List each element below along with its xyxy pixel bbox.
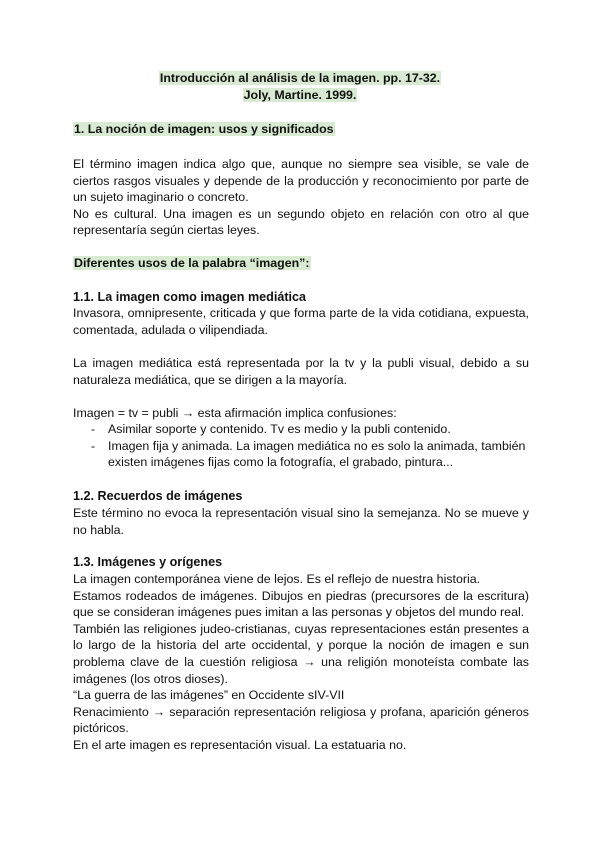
- section-1-3-heading: 1.3. Imágenes y orígenes: [73, 555, 223, 569]
- section-1-3-line-1: La imagen contemporánea viene de lejos. Es el reflejo de nuestra historia.: [73, 572, 481, 586]
- section-1-para-1: El término imagen indica algo que, aunque no siempre sea visible, se vale de ciertos rasgos visuales y depende de la producción y reconocimiento por parte de un sujeto imaginario o concreto.: [73, 157, 529, 205]
- section-1-1-heading: 1.1. La imagen como imagen mediática: [73, 290, 307, 304]
- title-line-1: Introducción al análisis de la imagen. pp. 17-32.: [159, 71, 441, 85]
- bullet-item: - Asimilar soporte y contenido. Tv es medio y la publi contenido.: [73, 421, 529, 438]
- section-1-3-body: [73, 571, 529, 754]
- document-title: [0, 70, 600, 87]
- document-author: [0, 87, 600, 104]
- usos-heading-text: Diferentes usos de la palabra “imagen”:: [74, 256, 310, 270]
- section-1-1-para-2: La imagen mediática está representada por la tv y la publi visual, debido a su naturaleza mediática, que se dirigen a la mayoría.: [73, 356, 529, 387]
- section-1-3-line-6: En el arte imagen es representación visual. La estatuaria no.: [73, 737, 407, 752]
- section-1-heading: [73, 121, 529, 138]
- section-1-para-2: No es cultural. Una imagen es un segundo objeto en relación con otro al que representaría según ciertas leyes.: [73, 206, 529, 238]
- usos-heading: [73, 255, 529, 272]
- bullet-item: - Imagen fija y animada. La imagen mediática no es solo la animada, también existen imágenes fijas como la fotografía, el grabado, pintura...: [73, 438, 529, 471]
- section-1-3-line-5: Renacimiento → separación representación religiosa y profana, aparición géneros pictóricos.: [73, 704, 529, 736]
- section-1-1-para-1: Invasora, omnipresente, criticada y que forma parte de la vida cotidiana, expuesta, comentada, adulada o vilipendiada.: [73, 306, 529, 337]
- section-1-body: [73, 156, 529, 239]
- section-1-3-line-4: “La guerra de las imágenes” en Occidente sIV-VII: [73, 688, 345, 703]
- title-line-2: Joly, Martine. 1999.: [243, 88, 357, 102]
- section-1-1-bullets: [73, 421, 529, 471]
- section-1-1-para-3: Imagen = tv = publi → esta afirmación implica confusiones:: [73, 406, 397, 420]
- section-1-2-para-1: Este término no evoca la representación visual sino la semejanza. No se mueve y no habla.: [73, 506, 529, 537]
- section-1-3-line-3: También las religiones judeo-cristianas, cuyas representaciones están presentes a lo largo de la historia del arte occidental, y porque la noción de imagen e sun problema clave de la cuestión religiosa → una religión monoteísta combate las imágenes (los otros dioses).: [73, 621, 529, 686]
- section-1-3-line-2: Estamos rodeados de imágenes. Dibujos en piedras (precursores de la escritura) que se consideran imágenes pues imitan a las personas y objetos del mundo real.: [73, 588, 529, 620]
- section-1-2-heading: 1.2. Recuerdos de imágenes: [73, 489, 243, 503]
- section-1-heading-text: 1. La noción de imagen: usos y significados: [74, 122, 334, 136]
